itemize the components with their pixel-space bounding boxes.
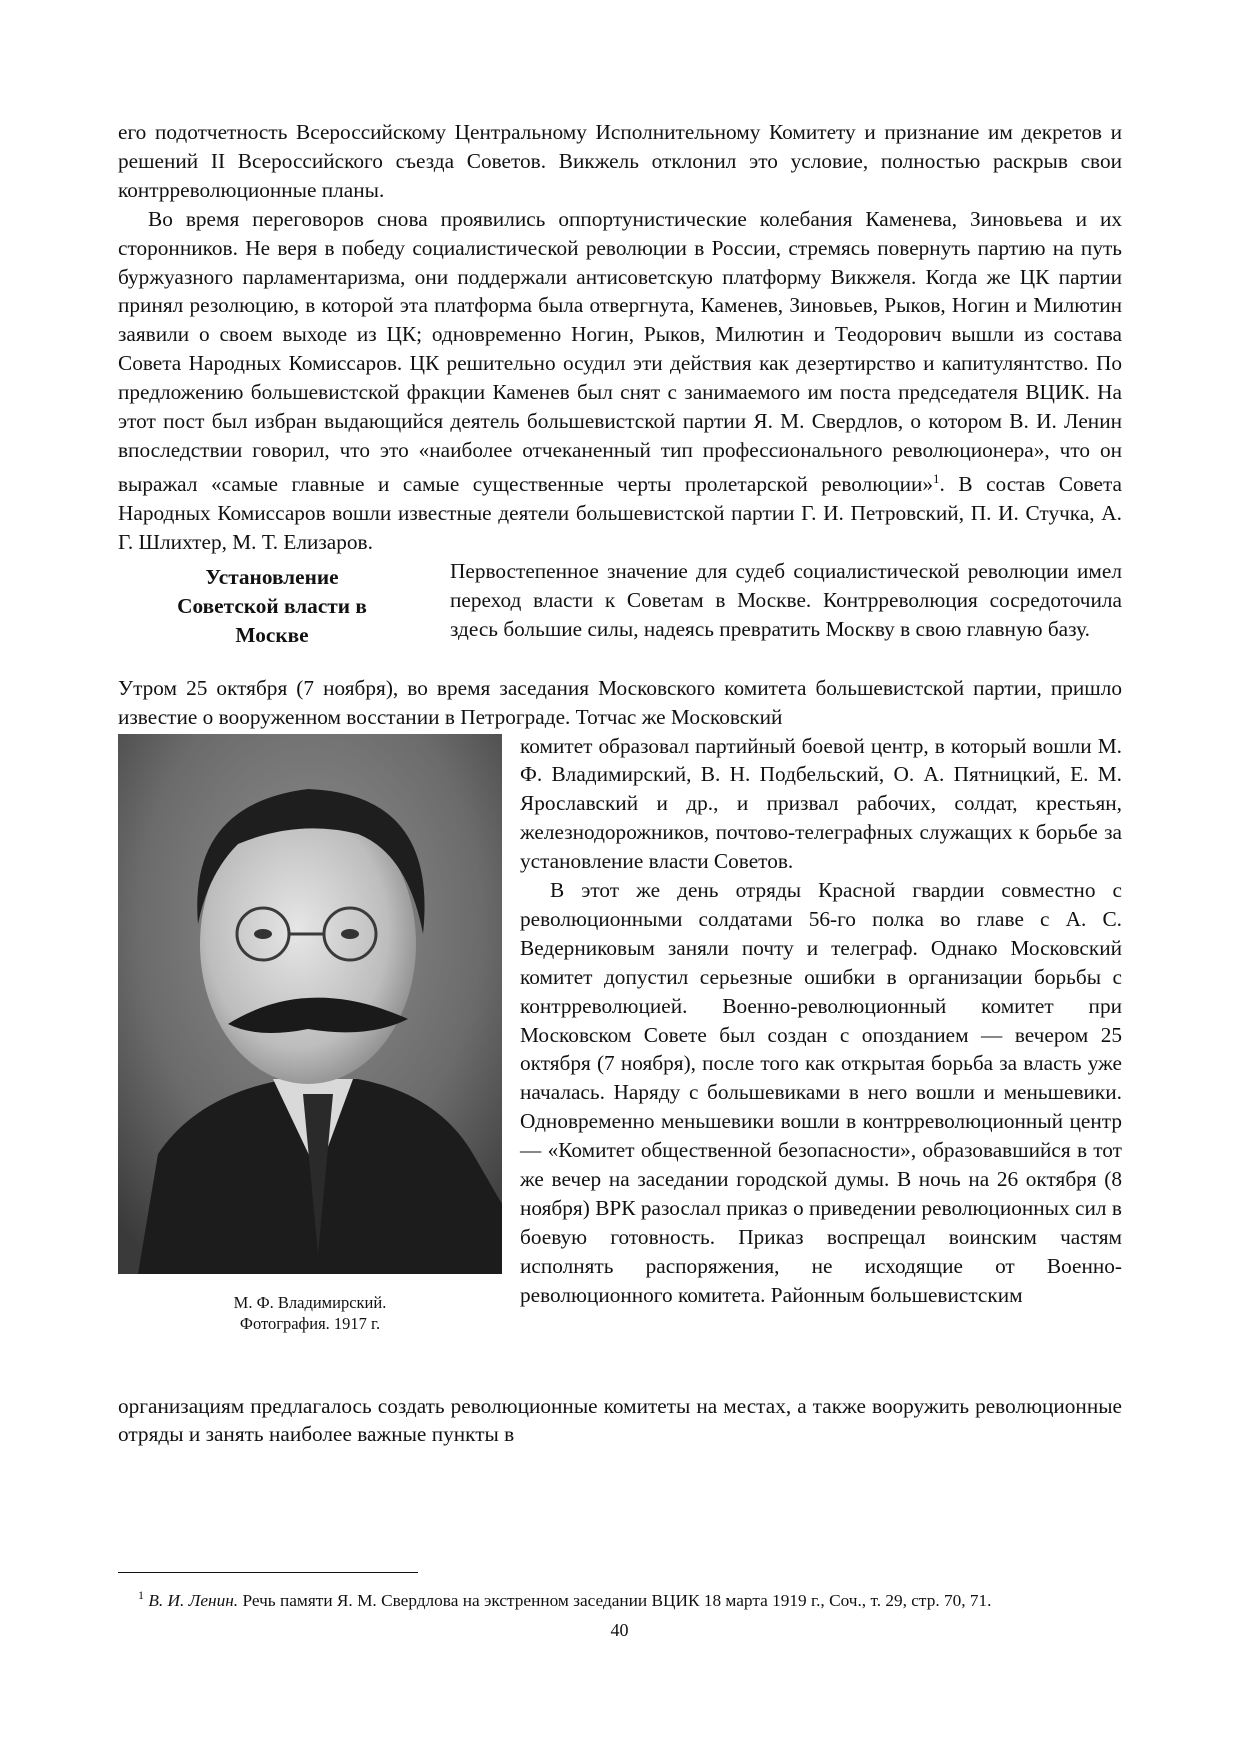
paragraph-morning: Утром 25 октября (7 ноября), во время заседания Московского комитета большевистской партии, пришло известие о вооруженном восстании в Петрограде. Тотчас же Московский [118,675,1122,729]
paragraph-kamenev-text: Во время переговоров снова проявились оппортунистические колебания Каменева, Зиновьева и их сторонников. Не веря в победу социалистической революции в России, стремясь повернуть партию на путь буржуазного парламентаризма, они поддержали антисоветскую платформу Викжеля. Когда же ЦК партии принял резолюцию, в которой эта платформа была отвергнута, Каменев, Зиновьев, Рыков, Ногин и Милютин заявили о своем выходе из ЦК; одновременно Ногин, Рыков, Милютин и Теодорович вышли из состава Совета Народных Комиссаров. ЦК решительно осудил эти действия как дезертирство и капитулянтство. По предложению большевистской фракции Каменев был снят с занимаемого им поста председателя ВЦИК. На этот пост был избран выдающийся деятель большевистской партии Я. М. Свердлов, о котором В. И. Ленин впоследствии говорил, что это «наиболее отчеканенный тип профессионального революционера», что он выражал «самые главные и самые существенные черты пролетарской революции» [118,206,1122,496]
paragraph-kamenev [118,205,1122,557]
moscow-section-intro [118,557,1122,674]
footnote [118,1584,1122,1612]
paragraph-bottom: организациям предлагалось создать революционные комитеты на местах, а также вооружить революционные отряды и занять наиболее важные пункты в [118,1393,1122,1447]
footnote-text: Речь памяти Я. М. Свердлова на экстренном заседании ВЦИК 18 марта 1919 г., Соч., т. 29, стр. 70, 71. [238,1590,992,1610]
footnote-ref[interactable]: 1 [933,470,940,486]
footnote-mark: 1 [138,1588,144,1602]
section-heading: Установление Советской власти в Москве [177,564,367,647]
paragraph-red-guard: В этот же день отряды Красной гвардии совместно с революционными солдатами 56-го полка во главе с А. С. Ведерниковым заняли почту и телеграф. Однако Московский комитет допустил серьезные ошибки в организации борьбы с контрреволюцией. Военно-революционный комитет при Московском Совете был создан с опозданием — вечером 25 октября (7 ноября), после того как открытая борьба за власть уже началась. Наряду с большевиками в него вошли и меньшевики. Одновременно меньшевики вошли в контрреволюционный центр — «Комитет общественной безопасности», образовавшийся в тот же вечер на заседании городской думы. В ночь на 26 октября (8 ноября) ВРК разослал приказ о приведении революционных сил в боевую готовность. Приказ воспрещал воинским частям исполнять распоряжения, не исходящие от Военно-революционного комитета. Районным большевистским [520,878,1122,1307]
photo-caption [118,1292,502,1334]
section-intro-text: Первостепенное значение для судеб социалистической революции имел переход власти к Советам в Москве. Контрреволюция сосредоточила здесь большие силы, надеясь превратить Москву в свою главную базу. [450,558,1122,641]
footnote-divider [118,1572,418,1573]
paragraph-kamenev-tail: . В состав Совета Народных Комиссаров вошли известные деятели большевистской партии Г. И. Петровский, П. И. Стучка, А. Г. Шлихтер, М. Т. Елизаров. [118,471,1122,554]
footnote-author: В. И. Ленин. [148,1590,239,1610]
paragraph-intro: его подотчетность Всероссийскому Центральному Исполнительному Комитету и признание им декретов и решений II Всероссийского съезда Советов. Викжель отклонил это условие, полностью раскрыв свои контрреволюционные планы. [118,120,1122,202]
portrait-photo [118,734,502,1274]
photo-column [118,734,502,1334]
page-number: 40 [610,1620,629,1640]
photo-caption-name: М. Ф. Владимирский. [233,1292,387,1312]
photo-side-text [520,732,1122,1310]
page-body [118,118,1122,1449]
photo-block [118,732,1122,1392]
paragraph-committee: комитет образовал партийный боевой центр, в который вошли М. Ф. Владимирский, В. Н. Подбельский, О. А. Пятницкий, Е. М. Ярославский и др., и призвал рабочих, солдат, крестьян, железнодорожников, почтово-телеграфных служащих к борьбе за установление власти Советов. [520,733,1122,874]
photo-caption-date: Фотография. 1917 г. [239,1313,381,1333]
